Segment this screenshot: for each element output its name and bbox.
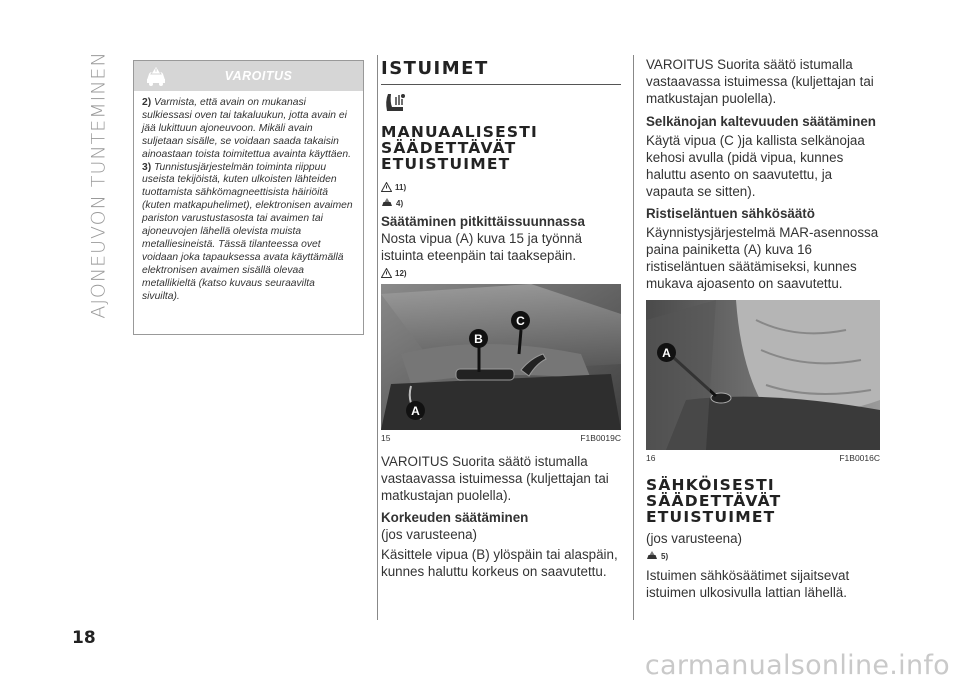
warning-item-text: Varmista, että avain on mukanasi sulkiessasi oven tai takaluukun, jotta avain ei jää lukittuun ajoneuvoon. Mikäli avain suljetaan sisälle, se voidaan saada takaisin ainoastaan toista toimitettua avainta käyttäen. — [142, 97, 351, 160]
section-title: ISTUIMET — [381, 58, 489, 79]
warning-item-2 — [142, 162, 355, 304]
figure-15-photo — [381, 284, 621, 430]
column-divider — [377, 55, 378, 620]
reference-11-label: 11) — [395, 182, 407, 192]
car-warning-icon — [144, 65, 168, 87]
warning-triangle-icon — [381, 182, 392, 192]
reference-12 — [381, 266, 621, 280]
page-number: 18 — [72, 628, 96, 648]
text-warning-adjust: VAROITUS Suorita säätö istumalla vastaavassa istuimessa (kuljettajan tai matkustajan puolella). — [381, 454, 609, 503]
figure-15-code: F1B0019C — [580, 433, 621, 443]
figure-16-label-a: A — [657, 343, 676, 362]
footer-watermark: carmanualsonline.info — [644, 650, 950, 681]
warning-header — [134, 61, 363, 91]
figure-15-caption — [381, 433, 621, 443]
heading-lumbar: Ristiseläntuen sähkösäätö — [646, 206, 815, 221]
text-if-equipped: (jos varusteena) — [381, 527, 478, 542]
column-3 — [646, 56, 880, 601]
warning-body — [134, 91, 363, 304]
column-divider — [633, 55, 634, 620]
text-warning-adjust: VAROITUS Suorita säätö istumalla vastaavassa istuimessa (kuljettajan tai matkustajan puolella). — [646, 57, 874, 106]
figure-15-label-c: C — [511, 311, 530, 330]
reference-12-label: 12) — [395, 268, 407, 278]
warning-item-number: 2) — [142, 97, 152, 108]
warning-triangle-icon — [381, 268, 392, 278]
text-longitudinal: Nosta vipua (A) kuva 15 ja työnnä istuinta eteenpäin tai taaksepäin. — [381, 231, 582, 263]
warning-item-1 — [142, 97, 355, 162]
subsection-title: MANUAALISESTI SÄÄDETTÄVÄT ETUISTUIMET — [381, 123, 538, 173]
column-2 — [381, 60, 621, 580]
figure-16-photo — [646, 300, 880, 450]
warning-item-number: 3) — [142, 161, 152, 173]
title-rule — [381, 84, 621, 85]
seat-icon — [381, 91, 409, 113]
warning-item-text: Tunnistusjärjestelmän toiminta riippuu useista tekijöistä, kuten ulkoisten lähteiden tuottamista sähkömagneettisista häiriöitä (kuten matkapuhelimet), elektronisen avaimen pariston varustustasosta tai avaimen tai ajoneuvojen lähellä olevista muista metalliesineistä. Tässä tilanteessa ovet voidaan joka tapauksessa avata käyttämällä elektronisen avaimen sisällä olevaa metallikieltä (katso kuvaus seuraavilta sivuilta). — [142, 161, 353, 302]
warning-title: VAROITUS — [224, 69, 293, 83]
warning-box — [133, 60, 364, 335]
reference-5-label: 5) — [661, 551, 669, 561]
reference-5 — [646, 549, 880, 563]
seat-side-photo-illustration — [646, 300, 880, 450]
car-warning-small-icon — [381, 198, 393, 208]
car-warning-small-icon — [646, 551, 658, 561]
figure-16-number: 16 — [646, 453, 656, 463]
text-electric-controls: Istuimen sähkösäätimet sijaitsevat istuimen ulkosivulla lattian lähellä. — [646, 568, 850, 600]
section-title-electric: SÄHKÖISESTI SÄÄDETTÄVÄT ETUISTUIMET — [646, 476, 782, 526]
figure-15-label-b: B — [469, 329, 488, 348]
text-backrest: Käytä vipua (C )ja kallista selkänojaa kehosi avulla (pidä vipua, kunnes haluttu asento on saavutettu, ja vapauta se sitten). — [646, 133, 865, 199]
chapter-side-title — [84, 40, 114, 330]
heading-height: Korkeuden säätäminen — [381, 510, 529, 525]
reference-4 — [381, 196, 621, 210]
reference-11 — [381, 180, 621, 194]
text-lumbar: Käynnistysjärjestelmä MAR-asennossa paina painiketta (A) kuva 16 ristiseläntuen säätämiseksi, kunnes mukava ajoasento on saavutettu. — [646, 225, 879, 291]
chapter-side-title-text: AJONEUVON TUNTEMINEN — [88, 51, 111, 319]
text-height: Käsittele vipua (B) ylöspäin tai alaspäin, kunnes haluttu korkeus on saavutettu. — [381, 547, 618, 579]
figure-16-code: F1B0016C — [839, 453, 880, 463]
figure-15-number: 15 — [381, 433, 391, 443]
figure-15-label-a: A — [406, 401, 425, 420]
heading-longitudinal: Säätäminen pitkittäissuunnassa — [381, 214, 585, 229]
text-if-equipped: (jos varusteena) — [646, 531, 743, 546]
reference-4-label: 4) — [396, 198, 404, 208]
figure-16-caption — [646, 453, 880, 463]
heading-backrest: Selkänojan kaltevuuden säätäminen — [646, 114, 876, 129]
